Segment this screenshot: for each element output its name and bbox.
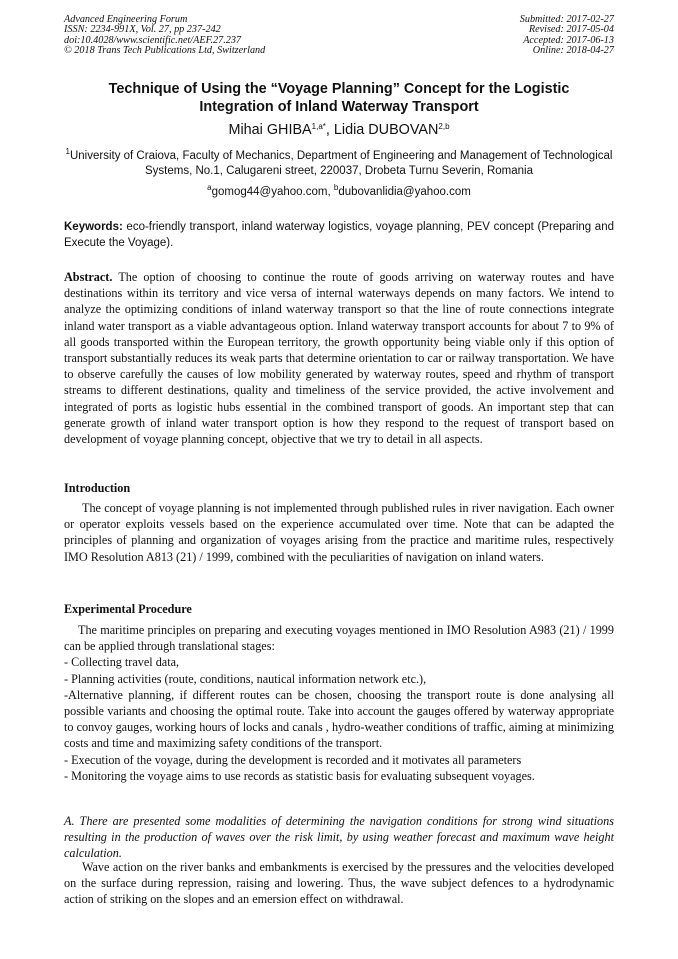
stage-item-2: - Planning activities (route, conditions, nautical information network etc.), <box>64 671 427 686</box>
email-a-sup: a <box>207 183 212 192</box>
keywords-text: eco-friendly transport, inland waterway logistics, voyage planning, PEV concept (Preparing and Execute the Voyage). <box>64 221 614 249</box>
journal-copyright: © 2018 Trans Tech Publications Ltd, Switzerland <box>64 45 266 57</box>
submission-dates <box>520 15 614 57</box>
wave-action-paragraph: Wave action on the river banks and embankments is exercised by the pressures and the velocities developed on the surface during repression, raising and lowering. Thus, the wave subject defences to a hydrodynamic action of striking on the slopes and an emersion effect on withdrawal. <box>64 860 614 907</box>
author-emails <box>64 185 614 200</box>
email-a[interactable]: gomog44@yahoo.com, <box>211 186 334 198</box>
stage-item-5: - Monitoring the voyage aims to use records as statistic basis for evaluating subsequent voyages. <box>64 768 535 783</box>
section-a-paragraph: A. There are presented some modalities of determining the navigation conditions for strong wind situations resulting in the production of waves over the risk limit, by using weather forecast and maximum wave height calculation. <box>64 814 614 861</box>
stage-item-1: - Collecting travel data, <box>64 655 180 670</box>
date-accepted: Accepted: 2017-06-13 <box>523 34 614 46</box>
affiliation-text: University of Craiova, Faculty of Mechanics, Department of Engineering and Management of Technological Systems, No.1, Calugareni street, 220037, Drobeta Turnu Severin, Romania <box>69 150 613 177</box>
experimental-intro: The maritime principles on preparing and executing voyages mentioned in IMO Resolution A983 (21) / 1999 can be applied through translational stages: <box>64 623 614 654</box>
introduction-paragraph: The concept of voyage planning is not implemented through published rules in river navigation. Each owner or operator exploits vessels based on the experience accumulated over time. Note that can be adapted the principles of planning and organization of voyages arising from the practice and maritime rules, respectively IMO Resolution A813 (21) / 1999, combined with the peculiarities of navigation on inland waters. <box>64 501 614 564</box>
abstract-label: Abstract. <box>64 270 113 284</box>
author-2-name: Lidia DUBOVAN <box>333 122 439 138</box>
journal-info <box>64 15 265 57</box>
stage-item-3: -Alternative planning, if different routes can be chosen, choosing the transport route is done analysing all possible variants and choosing the optimal route. Take into account the gauges offered by waterway appropriate to convoy gauges, working hours of locks and canals , hydro-weather conditions of traffic, aiming at minimizing costs and time and maximizing safety conditions of the transport. <box>64 687 614 751</box>
title-line-2: Integration of Inland Waterway Transport <box>199 99 479 115</box>
keywords-label: Keywords: <box>64 221 123 233</box>
keywords <box>64 219 614 251</box>
email-b[interactable]: dubovanlidia@yahoo.com <box>338 186 471 198</box>
author-1-sup: 1,a* <box>311 122 326 131</box>
experimental-heading: Experimental Procedure <box>64 602 192 616</box>
wave-action-body <box>64 859 614 908</box>
journal-doi: doi:10.4028/www.scientific.net/AEF.27.237 <box>64 34 242 46</box>
author-list <box>64 121 614 139</box>
author-separator: , <box>325 122 334 138</box>
abstract <box>64 269 614 447</box>
email-b-sup: b <box>333 183 339 192</box>
author-2-sup: 2,b <box>438 122 450 131</box>
affiliation <box>64 149 614 179</box>
journal-name: Advanced Engineering Forum <box>64 14 188 25</box>
experimental-body <box>64 622 614 784</box>
journal-issn: ISSN: 2234-991X, Vol. 27, pp 237-242 <box>64 24 221 36</box>
paper-title <box>64 80 614 116</box>
abstract-text: The option of choosing to continue the route of goods arriving on waterway routes and have destinations within its territory and vice versa of internal waterways depends on many factors. We intend to analyze the optimizing conditions of inland waterway transport so that the line of route connections integrate inland water transport as a viable advantageous option. Inland waterway transport accounts for about 7 to 9% of all goods transported within the European territory, the growth opportunity being viable only if this option of transport substantially reduces its weak parts that determine orientation to car or railway transportation. We have to observe carefully the causes of low mobility generated by waterway routes, speed and rhythm of transport streams to different destinations, quality and timeliness of the service provided, the active involvement and integrated of ports as logistic hubs essential in the combined transport of goods. An important step that can generate growth of inland water transport option is how they respond to the request of transport based on development of voyage planning concept, objective that we try to detail in all aspects. <box>64 270 614 447</box>
title-line-1: Technique of Using the “Voyage Planning” Concept for the Logistic <box>108 81 570 97</box>
affiliation-sup: 1 <box>65 147 70 156</box>
author-1-name: Mihai GHIBA <box>228 122 312 138</box>
stage-item-4: - Execution of the voyage, during the development is recorded and it motivates all parameters <box>64 752 522 767</box>
introduction-heading: Introduction <box>64 481 131 495</box>
date-revised: Revised: 2017-05-04 <box>528 24 614 36</box>
date-submitted: Submitted: 2017-02-27 <box>519 14 614 25</box>
introduction-body <box>64 500 614 565</box>
date-online: Online: 2018-04-27 <box>532 45 614 57</box>
